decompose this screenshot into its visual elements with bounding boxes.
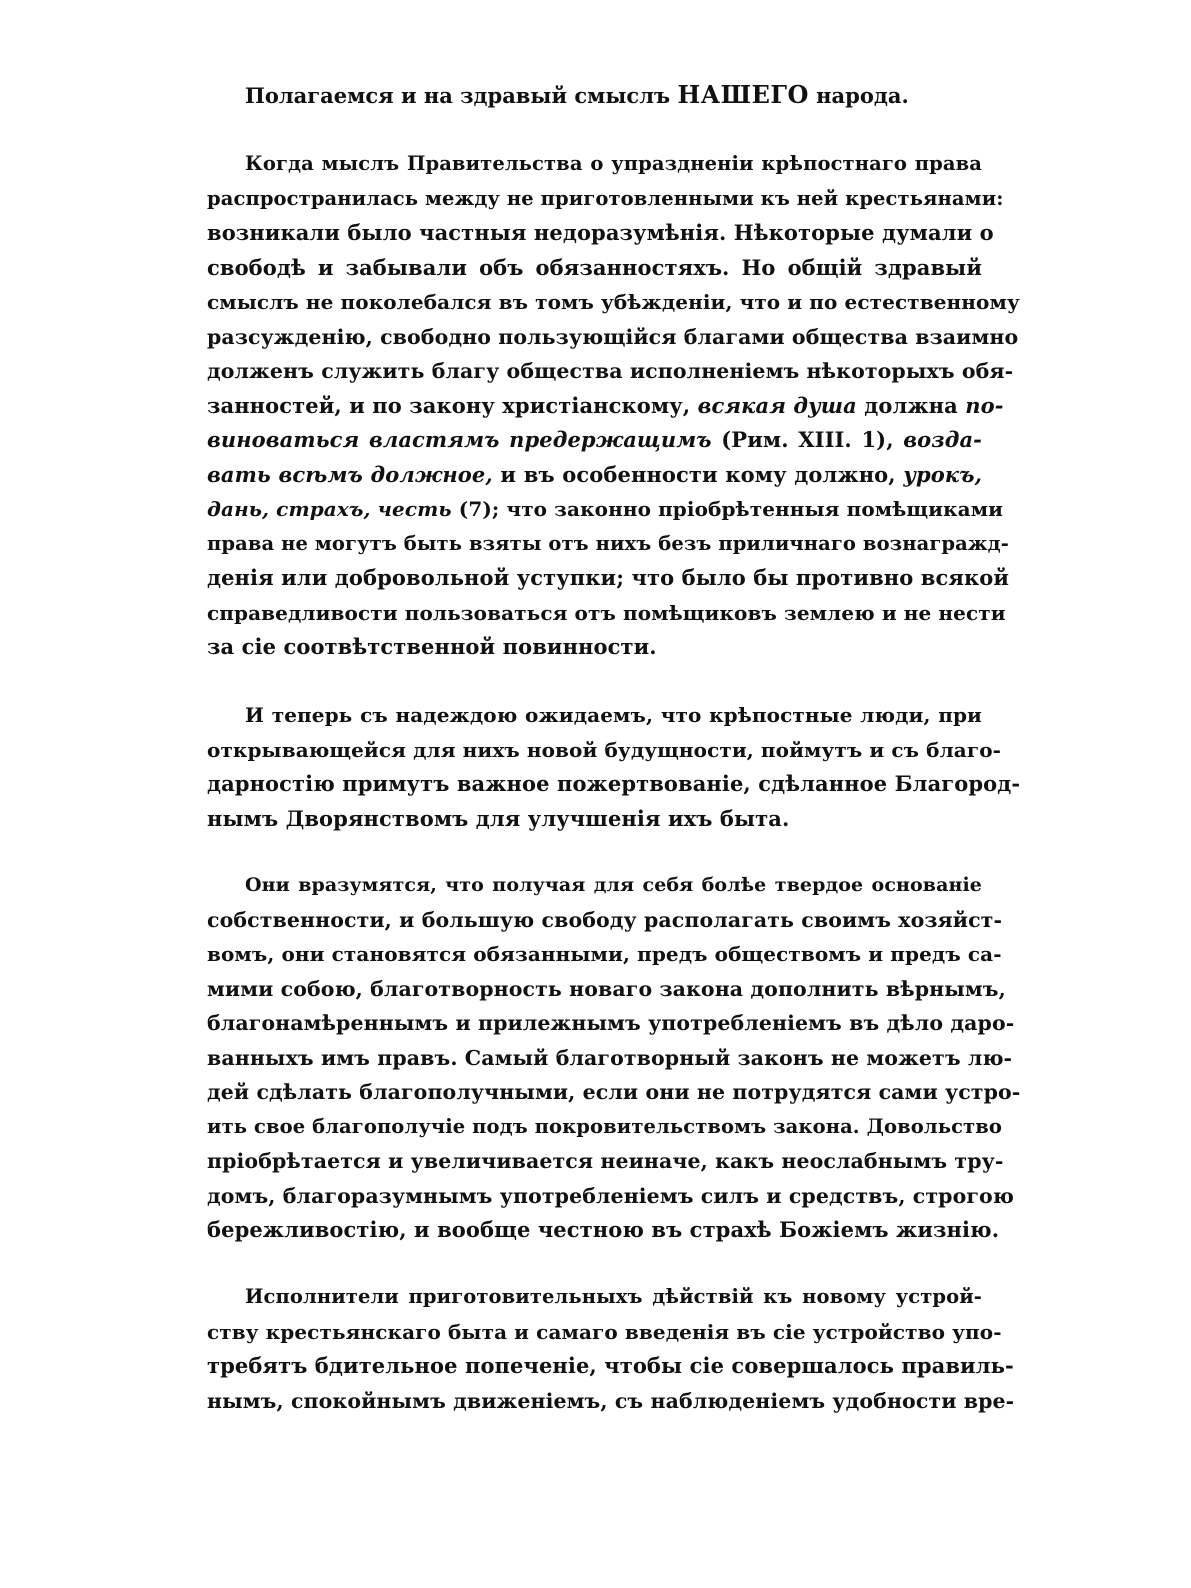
heading-after: народа.	[808, 83, 909, 108]
text-line: мими собою, благотворность новаго закона дополнить вѣрнымъ,	[207, 976, 1006, 1001]
text-line: ить свое благополучіе подъ покровительствомъ закона. Довольство	[207, 1114, 1002, 1138]
text-line: вомъ, они становятся обязанными, предъ обществомъ и предъ са-	[207, 942, 1002, 966]
text-line: открывающейся для нихъ новой будущности, поймутъ и съ благо-	[207, 737, 1002, 762]
text-line	[207, 389, 1004, 424]
text-line: домъ, благоразумнымъ употребленіемъ силъ и средствъ, строгою	[207, 1183, 1014, 1208]
text-line: бережливостію, и вообще честною въ страхѣ Божіемъ жизнію.	[207, 1217, 1000, 1242]
text-line: дей сдѣлать благополучными, если они не потрудятся сами устро-	[207, 1080, 1021, 1104]
text-line	[207, 423, 982, 458]
text-line: пріобрѣтается и увеличивается неиначе, какъ неослабнымъ тру-	[207, 1149, 1004, 1173]
text-line: распространилась между не приготовленными къ ней крестьянами:	[207, 186, 1004, 210]
italic-quote: дань, страхъ, честь	[207, 497, 452, 521]
italic-quote: вать всѣмъ должное,	[207, 461, 493, 487]
text-line: ванныхъ имъ правъ. Самый благотворный законъ не можетъ лю-	[207, 1045, 1013, 1070]
page-heading	[0, 78, 1191, 113]
paragraph-3	[207, 868, 1021, 1248]
text-line: за сіе соотвѣтственной повинности.	[207, 634, 657, 659]
paragraph-4	[207, 1280, 1015, 1418]
text-line: справедливости пользоваться отъ помѣщиковъ землею и не нести	[207, 600, 1006, 625]
text-line: возникали было частныя недоразумѣнія. Нѣкоторые думали о	[207, 220, 994, 245]
heading-caps: НАШЕГО	[677, 80, 809, 109]
paragraph-2	[207, 698, 1021, 836]
text-line: долженъ служить благу общества исполненіемъ нѣкоторыхъ обя-	[207, 359, 1014, 383]
text-line: нымъ, спокойнымъ движеніемъ, съ наблюденіемъ удобности вре-	[207, 1388, 1015, 1413]
text-line: права не могутъ быть взяты отъ нихъ безъ приличнаго вознагражд-	[207, 531, 1009, 555]
line-text: занностей, и по закону христіанскому,	[207, 392, 698, 418]
text-line: требятъ бдительное попеченіе, чтобы сіе совершалось правиль-	[207, 1353, 1014, 1378]
text-line: ству крестьянскаго быта и самаго введенія въ сіе устройство упо-	[207, 1319, 1002, 1344]
text-line: собственности, и большую свободу располагать своимъ хозяйст-	[207, 907, 1003, 932]
text-line: Когда мыслъ Правительства о упраздненіи крѣпостнаго права	[245, 152, 982, 175]
italic-quote: урокъ,	[903, 461, 982, 487]
text-line: разсужденію, свободно пользующійся благами общества взаимно	[207, 324, 1019, 349]
italic-quote: возда-	[903, 427, 982, 452]
text-line: свободѣ и забывали объ обязанностяхъ. Но общій здравый	[207, 254, 982, 280]
text-line: нымъ Дворянствомъ для улучшенія ихъ быта.	[207, 805, 790, 831]
text-line: смыслъ не поколебался въ томъ убѣжденіи, что и по естественному	[207, 290, 1020, 314]
line-text: (7); что законно пріобрѣтенныя помѣщиками	[451, 497, 1004, 521]
line-text: должна	[856, 392, 966, 418]
text-line	[207, 492, 1004, 527]
line-text: (Рим. XIII. 1),	[711, 427, 904, 452]
text-line: Исполнители приготовительныхъ дѣйствій къ новому устрой-	[245, 1285, 982, 1308]
italic-quote: виноваться властямъ предержащимъ	[207, 427, 712, 452]
heading-before: Полагаемся и на здравый смыслъ	[245, 83, 678, 108]
line-text: и въ особенности кому должно,	[492, 461, 904, 487]
text-line: Они вразумятся, что получая для себя болѣе твердое основаніе	[245, 874, 982, 896]
paragraph-1	[207, 147, 1020, 665]
text-line: И теперь съ надеждою ожидаемъ, что крѣпостные люди, при	[245, 703, 982, 727]
italic-quote: всякая душа	[697, 392, 857, 418]
text-line: денія или добровольной уступки; что было бы противно всякой	[207, 565, 1010, 590]
italic-quote: по-	[965, 392, 1004, 418]
text-line: благонамѣреннымъ и прилежнымъ употребленіемъ въ дѣло даро-	[207, 1011, 1015, 1035]
text-line: дарностію примутъ важное пожертвованіе, сдѣланное Благород-	[207, 771, 1021, 796]
text-line	[207, 458, 982, 493]
